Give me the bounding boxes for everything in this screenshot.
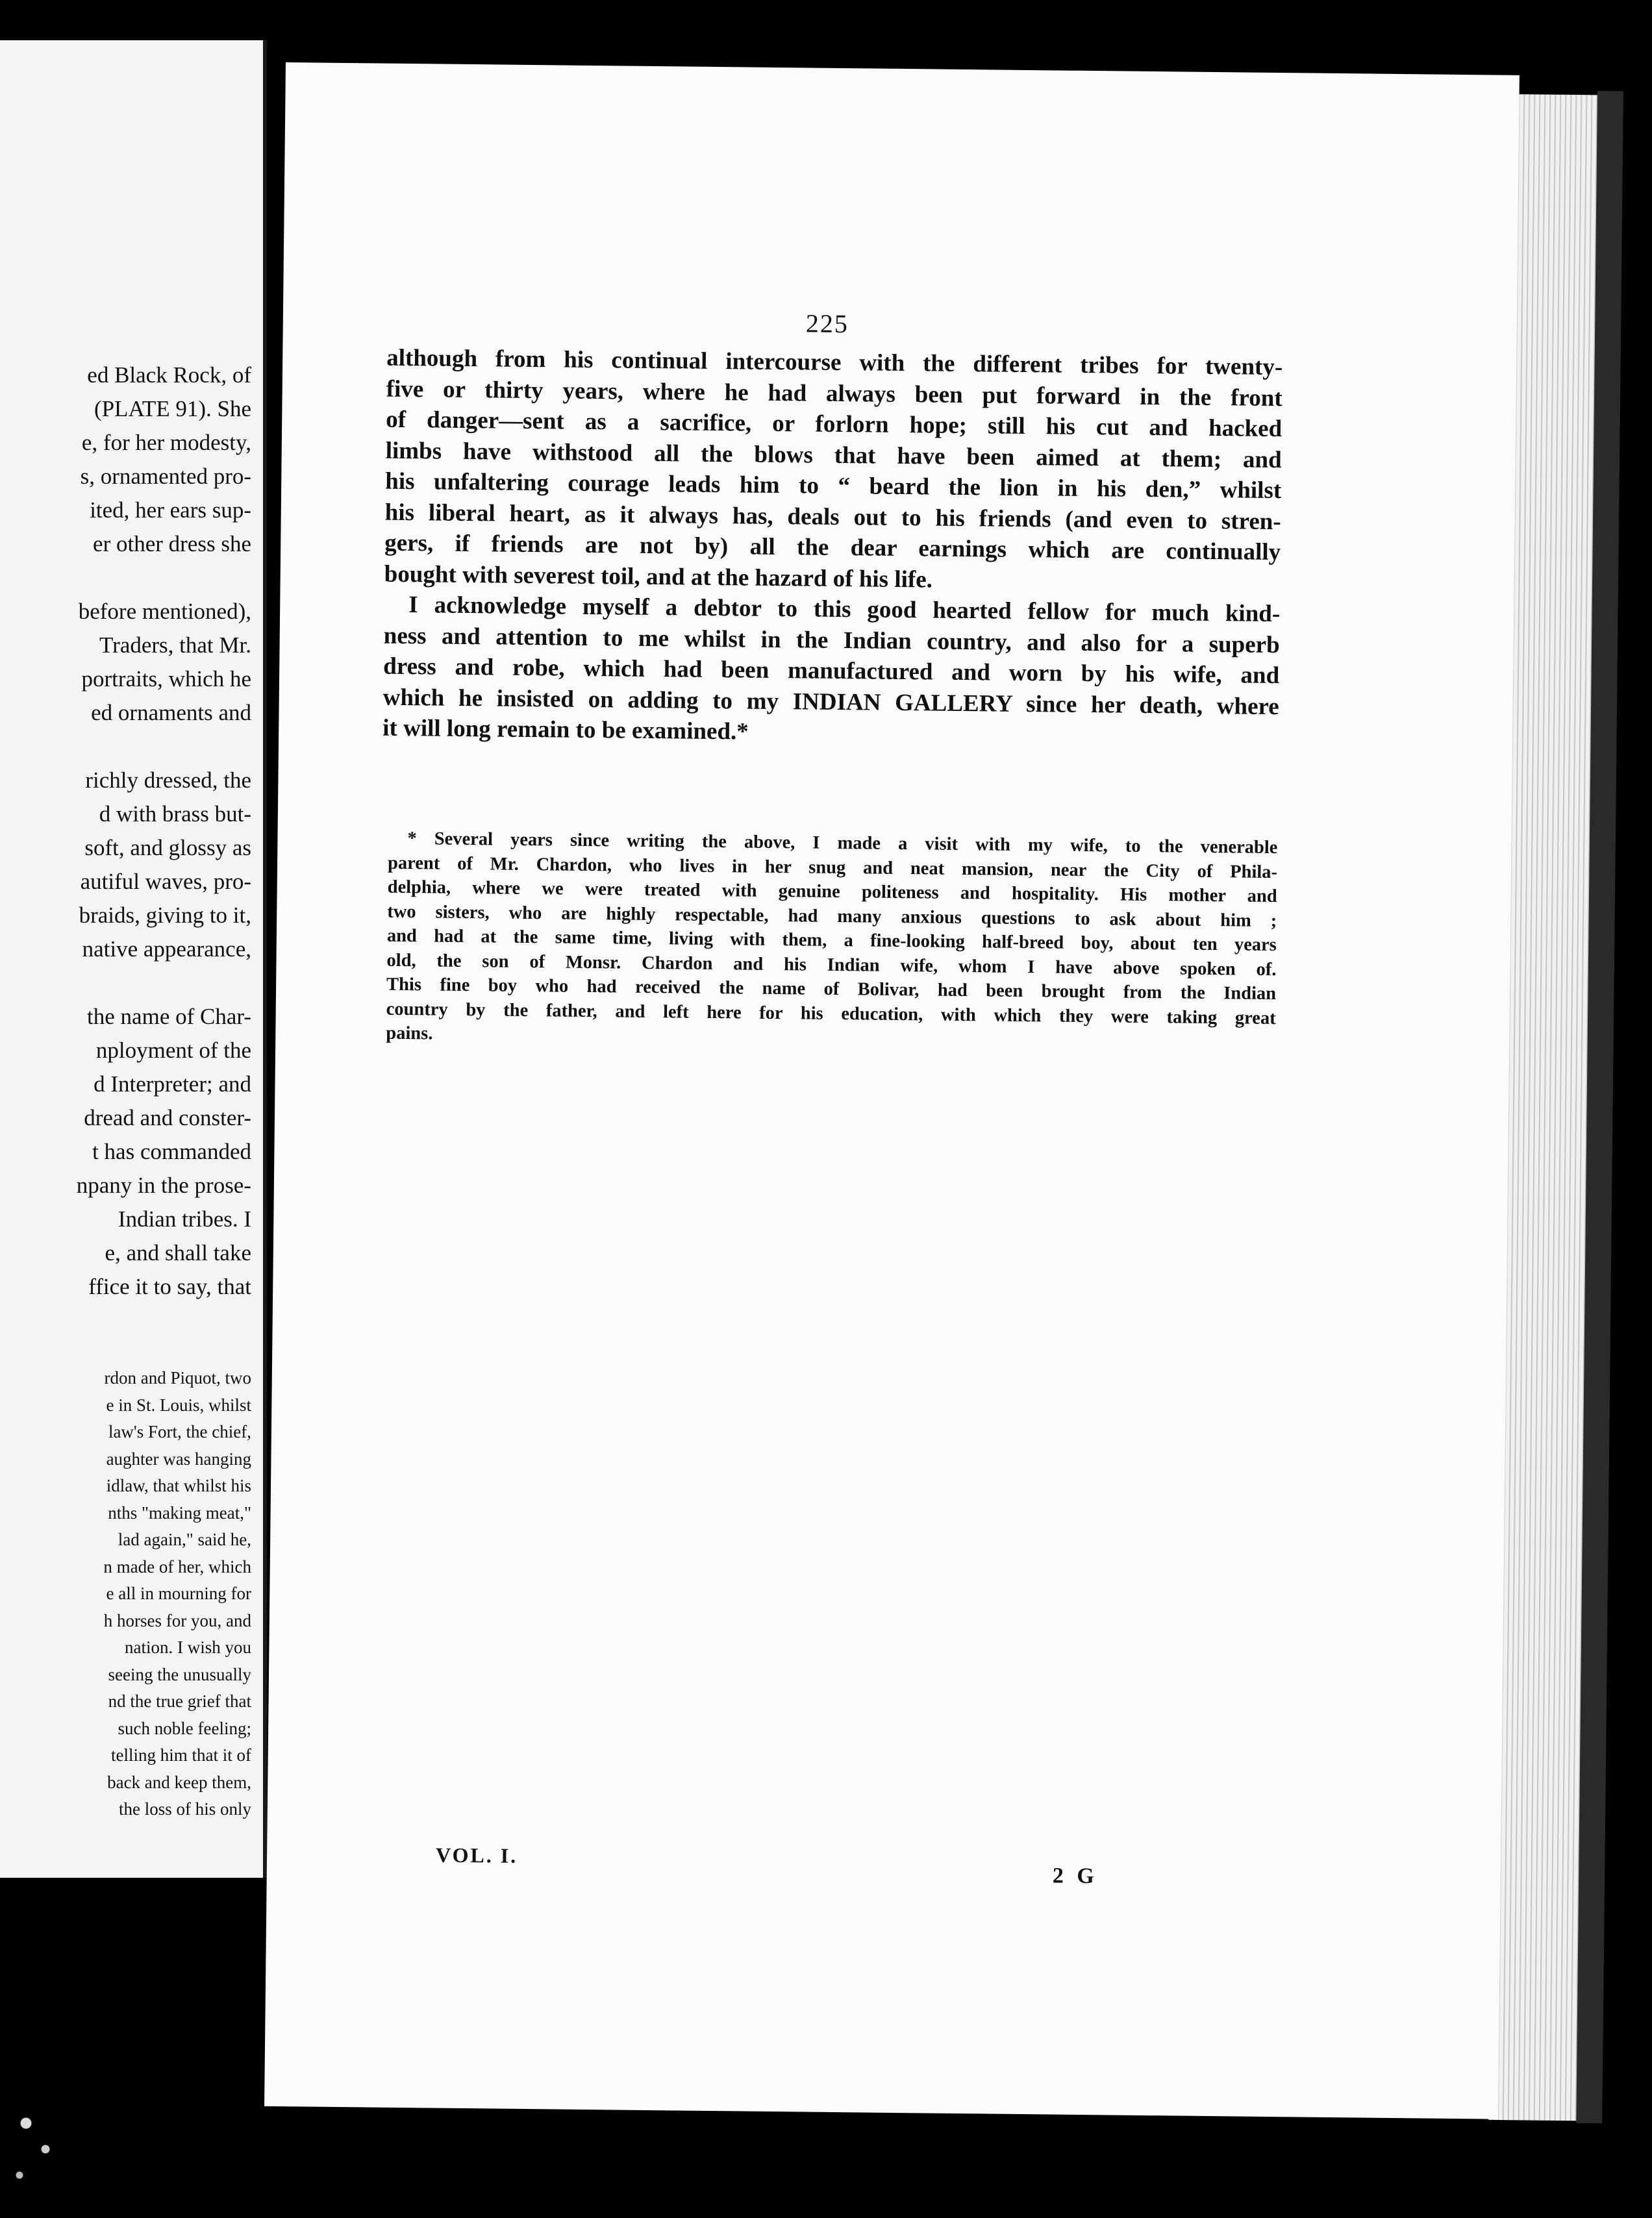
paragraph-line: which he insisted on adding to my INDIAN GALLERY since her death, where [382, 684, 1279, 720]
left-line: dread and conster- [84, 1105, 251, 1130]
left-line: e, and shall take [105, 1240, 251, 1265]
paragraph-line: his unfaltering courage leads him to “ beard the lion in his den,” whilst [385, 467, 1282, 505]
page-number: 225 [805, 308, 849, 339]
left-footnote-line: seeing the unusually [108, 1664, 251, 1684]
paragraph-line: gers, if friends are not by) all the dear earnings which are continually [384, 529, 1281, 566]
footnote-line: old, the son of Monsr. Chardon and his Indian wife, whom I have above spoken of. [386, 950, 1277, 980]
footnote-line: pains. [386, 1023, 433, 1044]
left-line: ffice it to say, that [88, 1274, 251, 1299]
left-line: e, for her modesty, [81, 430, 251, 455]
right-page [264, 62, 1520, 2119]
left-page [0, 40, 267, 1878]
left-line: s, ornamented pro- [80, 464, 251, 489]
left-line [0, 966, 251, 1000]
left-footnote-line: n made of her, which [103, 1556, 251, 1576]
footnote-line: country by the father, and left here for his education, with which they were taking great [386, 999, 1276, 1028]
left-line: ed ornaments and [91, 700, 251, 725]
left-footnote-line: nths "making meat," [108, 1502, 251, 1523]
left-page-footnote [0, 1365, 251, 1823]
paragraph-line: it will long remain to be examined.* [382, 714, 749, 745]
signature-mark: 2 G [1052, 1863, 1098, 1889]
left-line: before mentioned), [78, 599, 251, 624]
left-line: portraits, which he [81, 666, 251, 692]
left-line: autiful waves, pro- [80, 869, 251, 894]
left-line: npany in the prose- [76, 1173, 251, 1198]
footnote-line: parent of Mr. Chardon, who lives in her snug and neat mansion, near the City of Phila- [387, 853, 1278, 882]
paragraph-line: bought with severest toil, and at the hazard of his life. [384, 560, 933, 593]
left-footnote-line: telling him that it of [111, 1745, 251, 1765]
left-footnote-line: nation. I wish you [125, 1638, 251, 1657]
left-line: (PLATE 91). She [94, 396, 251, 421]
left-line: ited, her ears sup- [90, 497, 251, 523]
paragraph-line: of danger—sent as a sacrifice, or forlorn hope; still his cut and hacked [386, 406, 1283, 443]
left-footnote-line: lad again," said he, [118, 1530, 251, 1549]
left-footnote-line: law's Fort, the chief, [108, 1422, 251, 1441]
left-line [0, 730, 251, 764]
left-footnote-line: idlaw, that whilst his [106, 1476, 251, 1495]
left-line: nployment of the [95, 1038, 251, 1063]
left-footnote-line: e in St. Louis, whilst [106, 1395, 251, 1415]
main-text [382, 343, 1283, 753]
left-line: braids, giving to it, [79, 903, 251, 928]
left-line: t has commanded [92, 1139, 251, 1164]
left-page-body [0, 358, 251, 1304]
left-line: Traders, that Mr. [99, 632, 251, 658]
left-line: d Interpreter; and [94, 1071, 251, 1097]
left-footnote-line: nd the true grief that [108, 1691, 251, 1711]
left-line: richly dressed, the [85, 767, 251, 793]
left-footnote-line: rdon and Piquot, two [104, 1368, 251, 1388]
paragraph-line: ness and attention to me whilst in the Indian country, and also for a superb [383, 622, 1280, 658]
left-line: Indian tribes. I [118, 1206, 251, 1232]
footnote-line: and had at the same time, living with them, a fine-looking half-breed boy, about ten years [386, 925, 1277, 956]
footnote [386, 827, 1277, 1055]
left-footnote-line: such noble feeling; [118, 1718, 251, 1738]
scan-artifact [0, 2045, 84, 2214]
volume-mark: VOL. I. [435, 1843, 518, 1867]
footnote-line: This fine boy who had received the name of Bolivar, had been brought from the Indian [386, 974, 1277, 1004]
left-footnote-line: h horses for you, and [103, 1610, 251, 1630]
left-line: ed Black Rock, of [87, 362, 251, 388]
left-line: d with brass but- [99, 801, 251, 827]
left-line: native appearance, [82, 936, 251, 962]
left-footnote-line: aughter was hanging [106, 1449, 251, 1469]
left-footnote-line: the loss of his only [118, 1799, 251, 1819]
left-line: er other dress she [93, 531, 251, 556]
footnote-line: two sisters, who are highly respectable, had many anxious questions to ask about him ; [387, 901, 1277, 931]
footnote-line: * Several years since writing the above, I made a visit with my wife, to the venerable [407, 829, 1278, 858]
paragraph-line: although from his continual intercourse with the different tribes for twenty- [386, 344, 1283, 381]
paragraph-line: I acknowledge myself a debtor to this good hearted fellow for much kind- [408, 592, 1281, 628]
paragraph-line: five or thirty years, where he had always been put forward in the front [386, 375, 1283, 412]
left-footnote-line: e all in mourning for [106, 1584, 251, 1603]
left-footnote-line: back and keep them, [107, 1772, 251, 1792]
left-line: the name of Char- [87, 1004, 251, 1029]
left-line: soft, and glossy as [84, 835, 251, 860]
paragraph-line: his liberal heart, as it always has, deals out to his friends (and even to stren- [384, 499, 1281, 535]
footnote-line: delphia, where we were treated with genuine politeness and hospitality. His mother and [387, 877, 1277, 907]
paragraph-line: limbs have withstood all the blows that have been aimed at them; and [385, 437, 1282, 473]
paragraph-line: dress and robe, which had been manufactured and worn by his wife, and [383, 653, 1280, 690]
left-line [0, 561, 251, 595]
